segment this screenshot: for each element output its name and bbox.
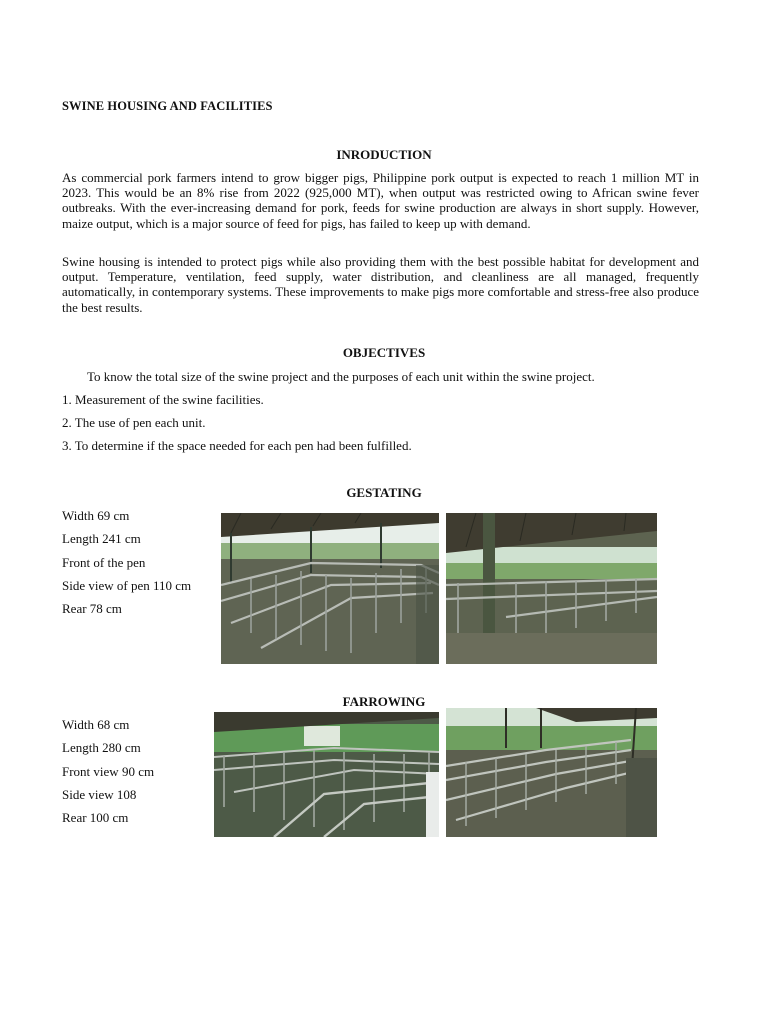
farrowing-crates-photo-side xyxy=(446,708,657,837)
objectives-intro: To know the total size of the swine project and the purposes of each unit within the swine project. xyxy=(87,369,595,384)
farrowing-spec: Rear 100 cm xyxy=(62,810,129,825)
gestating-spec: Front of the pen xyxy=(62,555,146,570)
introduction-heading: INRODUCTION xyxy=(336,147,432,162)
gestating-spec: Width 69 cm xyxy=(62,508,130,523)
objective-item: 3. To determine if the space needed for each pen had been fulfilled. xyxy=(62,438,412,453)
gestating-spec: Rear 78 cm xyxy=(62,601,122,616)
farrowing-spec: Length 280 cm xyxy=(62,740,141,755)
document-title: SWINE HOUSING AND FACILITIES xyxy=(62,99,273,113)
objective-item: 2. The use of pen each unit. xyxy=(62,415,206,430)
farrowing-spec: Width 68 cm xyxy=(62,717,130,732)
farrowing-spec: Side view 108 xyxy=(62,787,137,802)
gestating-spec: Side view of pen 110 cm xyxy=(62,578,192,593)
introduction-paragraph-1: As commercial pork farmers intend to grow bigger pigs, Philippine pork output is expected to reach 1 million MT in 2023. This would be an 8% rise from 2022 (925,000 MT), when output was restricted owing to African swine fever outbreaks. With the ever-increasing demand for pork, feeds for swine production are always in short supply. However, maize output, which is a major source of feed for pigs, has failed to keep up with demand. xyxy=(62,170,699,231)
farrowing-heading: FARROWING xyxy=(342,694,426,709)
gestating-heading: GESTATING xyxy=(346,485,422,500)
gestating-spec: Length 241 cm xyxy=(62,531,141,546)
gestating-crates-photo-front xyxy=(221,513,439,664)
objective-item: 1. Measurement of the swine facilities. xyxy=(62,392,264,407)
farrowing-spec: Front view 90 cm xyxy=(62,764,155,779)
introduction-paragraph-2: Swine housing is intended to protect pigs while also providing them with the best possible habitat for development and output. Temperature, ventilation, feed supply, water distribution, and cleanliness are all managed, frequently automatically, in contemporary systems. These improvements to make pigs more comfortable and stress-free also produce the best results. xyxy=(62,254,699,315)
farrowing-crates-photo-front xyxy=(214,712,439,837)
gestating-crates-photo-side xyxy=(446,513,657,664)
objectives-heading: OBJECTIVES xyxy=(342,345,426,360)
